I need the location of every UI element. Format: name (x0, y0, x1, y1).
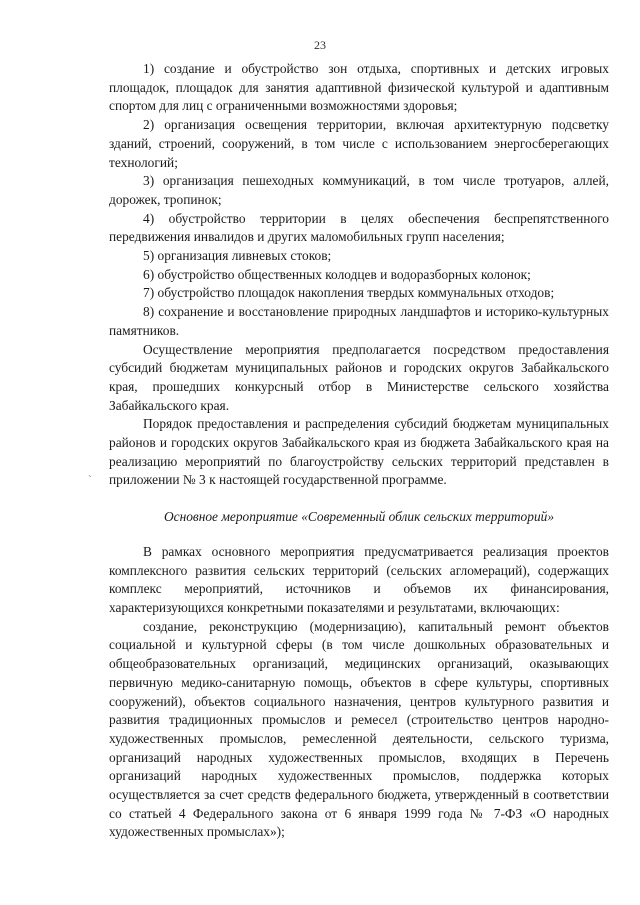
document-body (109, 60, 609, 842)
paragraph-implementation: Осуществление мероприятия предполагается посредством предоставления субсидий бюджетам муниципальных районов и городских округов Забайкальского края, прошедших конкурсный отбор в Министерстве сельского хозяйства Забайкальского края. (109, 341, 609, 413)
list-item-5: 5) организация ливневых стоков; (143, 248, 332, 264)
list-item-1: 1) создание и обустройство зон отдыха, спортивных и детских игровых площадок, площадок для занятия адаптивной физической культурой и адаптивным спортом для лиц с ограниченными возможностями здоровья; (109, 61, 609, 114)
list-item-4: 4) обустройство территории в целях обеспечения беспрепятственного передвижения инвалидов и других маломобильных групп населения; (109, 210, 609, 245)
list-item-6: 6) обустройство общественных колодцев и водоразборных колонок; (143, 266, 531, 282)
list-item-3: 3) организация пешеходных коммуникаций, в том числе тротуаров, аллей, дорожек, тропинок; (109, 173, 609, 207)
list-item-8: 8) сохранение и восстановление природных ландшафтов и историко-культурных памятников. (109, 304, 609, 338)
paragraph-intro: В рамках основного мероприятия предусматривается реализация проектов комплексного развития сельских территорий (сельских агломераций), содержащих комплекс мероприятий, источников и объемов их финансирования, характеризующихся конкретными показателями и результатами, включающих: (109, 543, 609, 615)
paragraph-creation: создание, реконструкцию (модернизацию), капитальный ремонт объектов социальной и культурной сферы (в том числе дошкольных образовательных и общеобразовательных организаций, медицинских организаций, оказывающих первичную медико-санитарную помощь, объектов в сфере культуры, спортивных сооружений), объектов социального назначения, центров культурного развития и развития традиционных промыслов и ремесел (строительство центров народно-художественных промыслов, ремесленной деятельности, сельского туризма, организаций народных художественных промыслов, входящих в Перечень организаций народных художественных промыслов, поддержка которых осуществляется за счет средств федерального бюджета, утвержденный в соответствии со статьей 4 Федерального закона от 6 января 1999 года № 7-ФЗ «О народных художественных промыслах»); (109, 618, 609, 840)
stray-mark: ` (88, 474, 92, 486)
section-heading: Основное мероприятие «Современный облик сельских территорий» (163, 509, 555, 525)
page-number: 23 (314, 38, 326, 52)
list-item-2: 2) организация освещения территории, включая архитектурную подсветку зданий, строений, сооружений, в том числе с использованием энергосберегающих технологий; (109, 117, 609, 170)
list-item-7: 7) обустройство площадок накопления твердых коммунальных отходов; (143, 285, 555, 301)
paragraph-procedure: Порядок предоставления и распределения субсидий бюджетам муниципальных районов и городских округов Забайкальского края из бюджета Забайкальского края на реализацию мероприятий по благоустройству сельских территорий представлен в приложении № 3 к настоящей государственной программе. (109, 416, 609, 488)
